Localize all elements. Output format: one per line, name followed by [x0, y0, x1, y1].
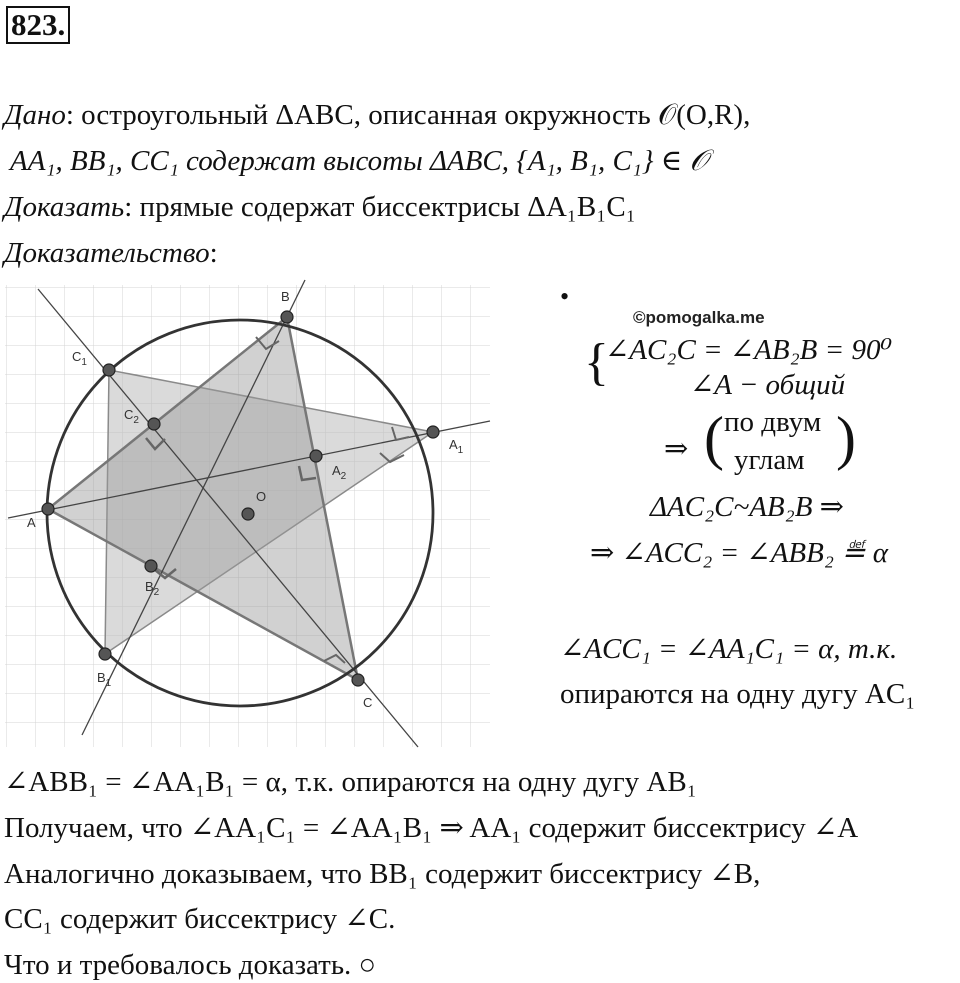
- reason-line-1: по двум: [724, 406, 822, 438]
- arc-line-2: опираются на одну дугу AC₁: [560, 678, 916, 710]
- text-line-abb1: ∠ABB₁ = ∠AA₁B₁ = α, т.к. опираются на одну дугу AB₁: [4, 766, 697, 798]
- label-o: O: [256, 489, 267, 504]
- label-c2: $C_2$: [124, 407, 139, 426]
- text-line-cc1: CC₁ содержит биссектрису ∠C.: [4, 903, 396, 935]
- proof-colon: :: [209, 237, 218, 269]
- point-c: [352, 674, 364, 686]
- system-line-2: ∠A − общий: [690, 369, 846, 401]
- given-line-1: [4, 98, 750, 132]
- text-line-similar: Аналогично доказываем, что BB₁ содержит биссектрису ∠B,: [4, 858, 761, 890]
- label-a2: $A_2$: [332, 463, 347, 482]
- label-c: C: [363, 695, 373, 710]
- point-a2: [310, 450, 322, 462]
- geometry-figure: [0, 275, 495, 750]
- point-a1: [427, 426, 439, 438]
- paren-left: (: [704, 405, 724, 471]
- prove-line: [4, 190, 636, 224]
- label-c1: $C_1$: [72, 349, 87, 368]
- implies-arrow: ⇒: [664, 433, 689, 465]
- text-line-end: Что и требовалось доказать. ○: [4, 949, 377, 981]
- point-c2: [148, 418, 160, 430]
- given-label: Дано: [4, 99, 66, 131]
- text-line-get: Получаем, что ∠AA₁C₁ = ∠AA₁B₁ ⇒ AA₁ содержит биссектрису ∠A: [4, 812, 859, 844]
- bullet: •: [560, 282, 570, 311]
- paren-right: ): [836, 405, 856, 471]
- label-b: B: [281, 289, 290, 304]
- label-b2: $B_2$: [145, 579, 160, 598]
- point-b1: [99, 648, 111, 660]
- point-a: [42, 503, 54, 515]
- point-b: [281, 311, 293, 323]
- angle-equality-line: ⇒ ∠ACC₂ = ∠ABB₂ ≝ α: [590, 537, 888, 569]
- label-a1: $A_1$: [449, 437, 464, 456]
- given-text-1: : остроугольный ΔABC, описанная окружность 𝒪(O,R),: [65, 99, 751, 131]
- proof-heading: [4, 236, 218, 270]
- proof-label: Доказательство: [4, 237, 210, 269]
- point-o: [242, 508, 254, 520]
- point-c1: [103, 364, 115, 376]
- system-line-1: ∠AC₂C = ∠AB₂B = 90⁰: [605, 334, 893, 366]
- arc-line-1: ∠ACC₁ = ∠AA₁C₁ = α, т.к.: [560, 633, 898, 665]
- system-brace: {: [584, 334, 609, 391]
- label-b1: $B_1$: [97, 670, 112, 689]
- similar-line: ΔAC₂C~AB₂B ⇒: [650, 491, 844, 523]
- prove-label: Доказать: [4, 191, 125, 223]
- reason-line-2: углам: [734, 444, 805, 476]
- watermark: ©pomogalka.me: [633, 308, 765, 327]
- prove-text: : прямые содержат биссектрисы ΔA₁B₁C₁: [124, 191, 636, 223]
- given-line-2: AA₁, BB₁, CC₁ содержат высоты ΔABC, {A₁, B₁, C₁} ∈ 𝒪: [10, 145, 708, 177]
- label-a: A: [27, 515, 36, 530]
- problem-number: 823.: [6, 6, 70, 44]
- point-b2: [145, 560, 157, 572]
